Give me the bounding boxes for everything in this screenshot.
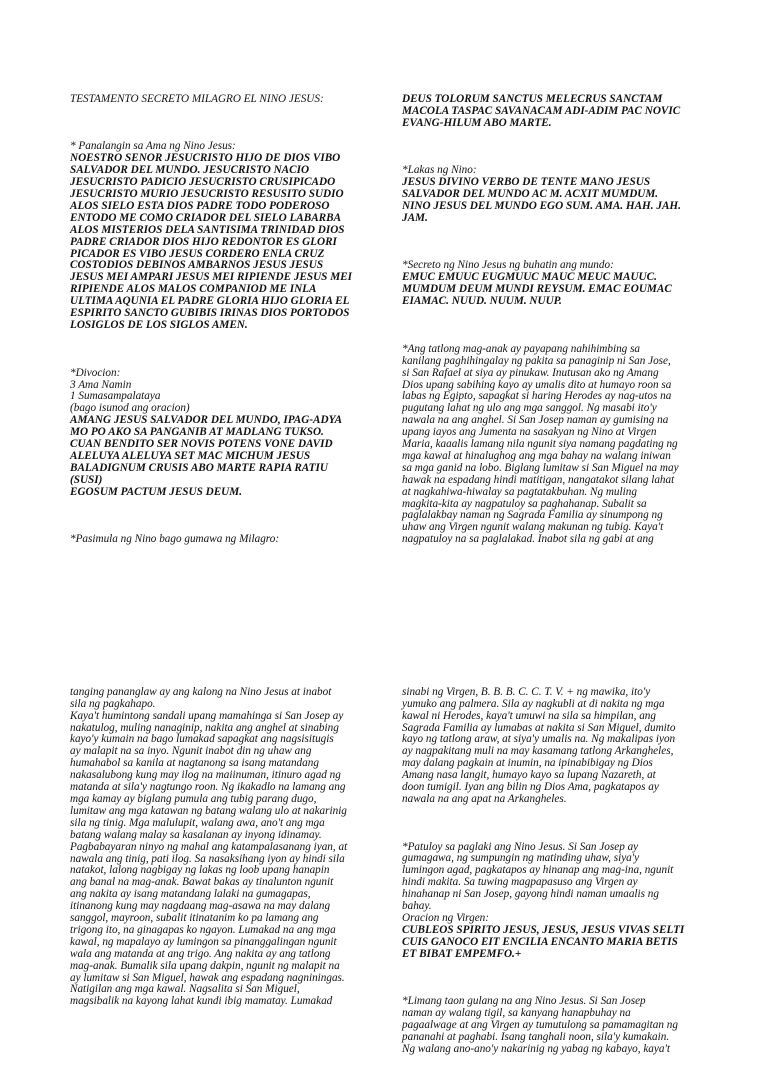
panalangin-label: * Panalangin sa Ama ng Nino Jesus:: [70, 140, 236, 153]
divocion-text: AMANG JESUS SALVADOR DEL MUNDO, IPAG-ADYA MO PO AKO SA PANGANIB AT MADLANG TUKSO. CUAN BENDITO SER NOVIS POTENS VONE DAVID ALELUYA ALELUYA SET MAC MICHUM JESUS BALADIGNUM CRUSIS ABO MARTE RAPIA RATIU (SUSI) EGOSUM PACTUM JESUS DEUM.: [70, 414, 343, 498]
page2-right-column: [402, 663, 707, 1055]
page2-left-column: [70, 663, 370, 1024]
lakas-text: JESUS DIVINO VERBO DE TENTE MANO JESUS SALVADOR DEL MUNDO AC M. ACXIT MUMDUM. NINO JESUS DEL MUNDO EGO SUM. AMA. HAH. JAH. JAM.: [402, 176, 681, 224]
page1-left-column: [70, 70, 370, 558]
panalangin-text: NOESTRO SENOR JESUCRISTO HIJO DE DIOS VIBO SALVADOR DEL MUNDO. JESUCRISTO NACIO JESUCRISTO PADICIO JESUCRISTO CRUSIPICADO JESUCRISTO MURIO JESUCRISTO RESUSITO SUDIO ALOS SIELO ESTA DIOS PADRE TODO PODEROSO ENTODO ME COMO CRIADOR DEL SIELO LABARBA ALOS MISTERIOS DELA SANTISIMA TRINIDAD DIOS PADRE CRIADOR DIOS HIJO REDONTOR ES GLORI PICADOR ES VIBO JESUS CORDERO ENLA CRUZ COSTODIOS DEBINOS AMBARNOS JESUS JESUS JESUS MEI AMPARI JESUS MEI RIPIENDE JESUS MEI RIPIENDE ALOS MALOS COMPANIOD ME INLA ULTIMA AQUNIA EL PADRE GLORIA HIJO GLORIA EL ESPIRITO SANCTO GUBIBIS IRINAS DIOS PORTODOS LOSIGLOS DE LOS SIGLOS AMEN.: [70, 152, 352, 332]
lakas-label: *Lakas ng Nino:: [402, 164, 477, 177]
continuation-paragraph: tanging pananglaw ay ang kalong na Nino Jesus at inabot sila ng pagkahapo. Kaya't humintong sandali upang mamahinga si San Josep ay nakatulog, muling nanaginip, nakita ang anghel at sinabing kayo'y kumain na bago lumakad sapagkat ang nagsisitugis ay malapit na sa inyo. Ngunit inabot din ng uhaw ang humahabol sa kanila at nagtanong sa isang matandang nakasalubong kung may ilog na maiinuman, itinuro agad ng matanda at sila'y nagtungo roon. Ng ikakadlo na lamang ang mga kamay ay biglang pumula ang tubig parang dugo, lumitaw ang mga katawan ng batang walang ulo at nakarinig sila ng tinig. Mga malulupit, walang awa, ano't ang mga batang walang malay sa kasalanan ay inyong idinamay. Pagbabayaran ninyo ng mahal ang katampalasanang iyan, at nawala ang tinig, pati ilog. Sa nasaksihang iyon ay hindi sila natakot, lalong nagbigay ng lakas ng loob upang hanapin ang banal na mag-anak. Bawat bakas ay tinalunton ngunit ang nakita ay isang matandang lalaki na gumagapas, itinanong kung may nagdaang mag-asawa na may dalang sanggol, mayroon, subalit itinatanim ko pa lamang ang trigong ito, na ginagapas ko ngayon. Lumakad na ang mga kawal, ng mapalayo ay lumingon sa pinanggalingan ngunit wala ang matanda at ang trigo. Ang nakita ay ang tatlong mag-anak. Bumalik sila upang dakpin, ngunit ng malapit na ay lumitaw si San Miguel, hawak ang espadang nagniningas. Natigilan ang mga kawal. Nagsalita si San Miguel, magsibalik na kayong lahat kundi ibig mamatay. Lumakad: [70, 685, 348, 1008]
page1-right-column: [402, 70, 702, 558]
deus-text: DEUS TOLORUM SANCTUS MELECRUS SANCTAM MACOLA TASPAC SAVANACAM ADI-ADIM PAC NOVIC EVANG-HILUM ABO MARTE.: [402, 92, 681, 129]
palmera-paragraph: sinabi ng Virgen, B. B. B. C. C. T. V. + ng mawika, ito'y yumuko ang palmera. Sila ay nagkubli at di nakita ng mga kawal ni Herodes, kaya't umuwi na sila sa himpilan, ang Sagrada Familia ay lumabas at nakita si San Miguel, dumito kayo ng tatlong araw, at siya'y umalis na. Ng makalipas iyon ay nagpakitang muli na may kasamang tatlong Arkangheles, may dalang pagkain at inumin, na ipinabibigay ng Dios Amang nasa langit, humayo kayo sa lupang Nazareth, at doon tumigil. Iyan ang bilin ng Dios Ama, pagkatapos ay nawala na ang apat na Arkangheles.: [402, 685, 676, 805]
pasimula-label: *Pasimula ng Nino bago gumawa ng Milagro:: [70, 533, 280, 546]
secreto-text: EMUC EMUUC EUGMUUC MAUC MEUC MAUUC. MUMDUM DEUM MUNDI REYSUM. EMAC EOUMAC EIAMAC. NUUD. NUUM. NUUP.: [402, 271, 672, 308]
divocion-lines: *Divocion: 3 Ama Namin 1 Sumasampalataya (bago isunod ang oracion): [70, 366, 190, 415]
document-title: TESTAMENTO SECRETO MILAGRO EL NINO JESUS:: [70, 92, 324, 105]
oracion-text: CUBLEOS SPIRITO JESUS, JESUS, JESUS VIVAS SELTI CUIS GANOCO EIT ENCILIA ENCANTO MARIA BETIS ET BIBAT EMPEMFO.+: [402, 923, 685, 960]
secreto-label: *Secreto ng Nino Jesus ng buhatin ang mundo:: [402, 259, 614, 272]
patuloy-paragraph: *Patuloy sa paglaki ang Nino Jesus. Si San Josep ay gumagawa, ng sumpungin ng matinding uhaw, siya'y lumingon agad, pagkatapos ay hinanap ang mag-ina, ngunit hindi makita. Sa tuwing magpapasuso ang Virgen ay hinahanap ni San Josep, gayong hindi naman umaalis ng bahay.: [402, 840, 674, 913]
story-paragraph: *Ang tatlong mag-anak ay payapang nahihimbing sa kanilang paghihingalay ng pakita sa panaginip ni San Jose, si San Rafael at siya ay pinukaw. Inutusan ako ng Amang Dios upang sabihing kayo ay umalis dito at humayo roon sa labas ng Egipto, sapagkat si haring Herodes ay nag-utos na pugutang lahat ng ulo ang mga sanggol. Ng masabi ito'y nawala na ang anghel. Si San Josep naman ay gumising na upang iayos ang Jumenta na sasakyan ng Nino at Virgen Maria, kaaalis lamang nila ngunit siya namang pagdating ng mga kawal at hinalughog ang mga bahay na walang iniwan sa mga ganid na lobo. Biglang lumitaw si San Miguel na may hawak na espadang hindi matitigan, nangatakot silang lahat at nagkahiwa-hiwalay sa pagtatakbuhan. Ng muling magkita-kita ay nagpatuloy sa paghahanap. Subalit sa paglalakbay naman ng Sagrada Familia ay sinumpong ng uhaw ang Virgen ngunit walang makunan ng tubig. Kaya't nagpatuloy na sa paglalakad. Inabot sila ng gabi at ang: [402, 342, 679, 546]
oracion-label: Oracion ng Virgen:: [402, 912, 489, 925]
limang-taon-paragraph: *Limang taon gulang na ang Nino Jesus. Si San Josep naman ay walang tigil, sa kanyang hanapbuhay na pagaalwage at ang Virgen ay tumutulong sa pamamagitan ng pananahi at paghabi. Isang tanghali noon, sila'y kumakain. Ng walang ano-ano'y nakarinig ng yabag ng kabayo, kaya't: [402, 995, 678, 1055]
